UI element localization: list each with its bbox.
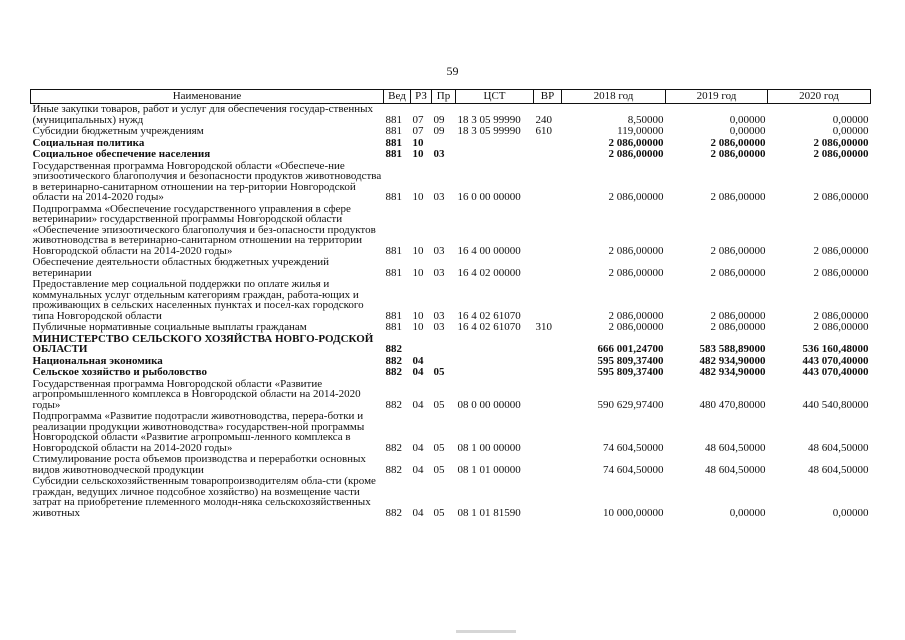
row-amount-2018: 2 086,00000 xyxy=(608,266,664,279)
row-name: Национальная экономика xyxy=(32,354,163,367)
row-amount-2020: 0,00000 xyxy=(832,113,869,126)
row-pr xyxy=(432,334,456,356)
row-amount-2018: 2 086,00000 xyxy=(608,309,664,322)
row-rz: 04 xyxy=(412,398,424,411)
row-ved: 881 xyxy=(385,191,402,203)
row-ved: 882 xyxy=(385,441,402,454)
column-header: 2020 год xyxy=(768,90,871,104)
row-pr: 03 xyxy=(433,266,445,279)
row-amount-2019: 2 086,00000 xyxy=(710,266,766,279)
table-row xyxy=(31,367,871,379)
row-amount-2019: 583 588,89000 xyxy=(699,343,766,355)
row-cst xyxy=(456,356,534,368)
row-ved: 881 xyxy=(385,125,402,137)
table-row xyxy=(31,334,871,356)
row-pr: 05 xyxy=(433,441,445,454)
row-cst: 08 1 01 81590 xyxy=(457,506,521,519)
row-vr xyxy=(534,334,562,356)
row-ved: 881 xyxy=(385,266,402,279)
row-amount-2018: 2 086,00000 xyxy=(608,244,664,257)
row-amount-2018: 74 604,50000 xyxy=(603,463,664,476)
row-ved: 882 xyxy=(385,366,402,378)
table-row xyxy=(31,322,871,334)
row-amount-2020: 2 086,00000 xyxy=(813,244,869,257)
column-header: Пр xyxy=(432,90,456,104)
row-amount-2018: 590 629,97400 xyxy=(597,398,664,411)
row-name: Иные закупки товаров, работ и услуг для обеспечения государ-ственных (муниципальных) нужд xyxy=(32,103,374,126)
table-row xyxy=(31,279,871,322)
row-amount-2019: 48 604,50000 xyxy=(705,441,766,454)
scan-artifact xyxy=(456,630,516,633)
row-rz: 04 xyxy=(412,354,424,367)
column-header: ВР xyxy=(534,90,562,104)
row-pr: 03 xyxy=(433,244,445,257)
row-name: Государственная программа Новгородской области «Обеспече-ние эпизоотического благополучия и безопасности продуктов животноводства в ветеринарно-санитарном отношении на тер-ритории Новгородской области на 2014-2020 годы» xyxy=(32,159,382,203)
row-vr xyxy=(534,257,562,279)
row-vr xyxy=(534,411,562,454)
row-amount-2018: 2 086,00000 xyxy=(608,321,664,333)
row-pr: 09 xyxy=(433,125,445,137)
row-amount-2019: 2 086,00000 xyxy=(710,191,766,203)
row-amount-2019: 482 934,90000 xyxy=(699,354,766,367)
row-name: Субсидии сельскохозяйственным товаропроизводителям обла-сти (кроме граждан, ведущих личное подсобное хозяйство) на возмещение части затрат на приобретение племенного молодн-няка сельскохозяйственных животных xyxy=(32,475,376,519)
row-amount-2020: 536 160,48000 xyxy=(802,343,869,355)
row-cst xyxy=(456,367,534,379)
row-amount-2018: 666 001,24700 xyxy=(597,343,664,355)
row-vr xyxy=(534,476,562,519)
row-amount-2018: 2 086,00000 xyxy=(608,148,664,160)
row-name: Подпрограмма «Развитие подотрасли животноводства, перера-ботки и реализации продукции животноводства» государствен-ной программы Новгородской области «Развитие агропромыш-ленного комплекса в Новгородской области на 2014-2020 годы» xyxy=(32,410,365,454)
row-amount-2020: 2 086,00000 xyxy=(813,148,869,160)
table-row xyxy=(31,104,871,127)
row-amount-2020: 443 070,40000 xyxy=(802,354,869,367)
row-vr xyxy=(534,367,562,379)
row-cst: 16 4 02 61070 xyxy=(457,309,521,322)
row-rz: 04 xyxy=(412,366,424,378)
row-rz: 10 xyxy=(412,148,424,160)
row-rz: 04 xyxy=(412,463,424,476)
row-vr xyxy=(534,161,562,204)
table-row xyxy=(31,379,871,412)
row-amount-2020: 2 086,00000 xyxy=(813,136,869,149)
row-amount-2018: 2 086,00000 xyxy=(608,191,664,203)
row-ved: 882 xyxy=(385,398,402,411)
table-body xyxy=(31,104,871,520)
row-cst: 18 3 05 99990 xyxy=(457,125,521,137)
row-vr: 240 xyxy=(535,113,552,126)
row-cst xyxy=(456,334,534,356)
row-amount-2019: 2 086,00000 xyxy=(710,244,766,257)
row-amount-2019: 48 604,50000 xyxy=(705,463,766,476)
budget-table xyxy=(30,89,871,519)
table-row xyxy=(31,476,871,519)
row-vr xyxy=(534,204,562,258)
row-ved: 882 xyxy=(385,463,402,476)
table-header-row xyxy=(31,90,871,104)
row-rz: 07 xyxy=(412,125,424,137)
row-cst: 16 4 02 00000 xyxy=(457,266,521,279)
row-vr xyxy=(534,379,562,412)
row-amount-2020: 0,00000 xyxy=(832,125,869,137)
row-amount-2019: 0,00000 xyxy=(729,113,766,126)
row-vr xyxy=(534,138,562,150)
row-amount-2018: 8,50000 xyxy=(627,113,664,126)
table-row xyxy=(31,411,871,454)
row-cst: 16 4 02 61070 xyxy=(457,321,521,333)
table-row xyxy=(31,454,871,476)
page-number: 59 xyxy=(446,64,459,78)
table-row xyxy=(31,126,871,138)
row-amount-2020: 440 540,80000 xyxy=(802,398,869,411)
column-header: Наименование xyxy=(31,90,384,104)
row-amount-2018: 2 086,00000 xyxy=(608,136,664,149)
column-header: РЗ xyxy=(411,90,432,104)
row-name: Подпрограмма «Обеспечение государственного управления в сфере ветеринарии» государственной программы Новгородской области «Обеспечение эпизоотического благополучия и без-опасности продуктов животноводства в ветеринарно-санитарном отношении на территории Новгородской области на 2014-2020 годы» xyxy=(32,202,376,257)
row-name: Социальная политика xyxy=(32,136,145,149)
row-pr: 05 xyxy=(433,506,445,519)
row-amount-2019: 482 934,90000 xyxy=(699,366,766,378)
row-vr xyxy=(534,454,562,476)
row-cst xyxy=(456,149,534,161)
row-rz: 10 xyxy=(412,309,424,322)
row-rz: 10 xyxy=(412,136,424,149)
row-ved: 881 xyxy=(385,136,402,149)
row-name: Стимулирование роста объемов производства и переработки основных видов животноводческой продукции xyxy=(32,453,366,476)
row-pr: 09 xyxy=(433,113,445,126)
row-cst: 08 0 00 00000 xyxy=(457,398,521,411)
row-amount-2020: 2 086,00000 xyxy=(813,266,869,279)
row-amount-2019: 2 086,00000 xyxy=(710,321,766,333)
row-cst: 08 1 01 00000 xyxy=(457,463,521,476)
row-rz: 04 xyxy=(412,441,424,454)
row-amount-2020: 2 086,00000 xyxy=(813,191,869,203)
row-ved: 882 xyxy=(385,506,402,519)
row-amount-2020: 0,00000 xyxy=(832,506,869,519)
row-vr: 310 xyxy=(535,321,552,333)
column-header: Вед xyxy=(384,90,411,104)
row-ved: 881 xyxy=(385,148,402,160)
row-pr: 03 xyxy=(433,191,445,203)
row-amount-2019: 2 086,00000 xyxy=(710,309,766,322)
row-rz: 10 xyxy=(412,321,424,333)
row-rz xyxy=(411,334,432,356)
row-cst: 16 4 00 00000 xyxy=(457,244,521,257)
row-amount-2019: 0,00000 xyxy=(729,506,766,519)
column-header: 2018 год xyxy=(562,90,666,104)
row-amount-2019: 2 086,00000 xyxy=(710,148,766,160)
row-vr xyxy=(534,149,562,161)
row-vr xyxy=(534,279,562,322)
row-amount-2018: 74 604,50000 xyxy=(603,441,664,454)
row-amount-2018: 595 809,37400 xyxy=(597,354,664,367)
table-row xyxy=(31,149,871,161)
row-amount-2019: 0,00000 xyxy=(729,125,766,137)
table-row xyxy=(31,161,871,204)
row-cst: 18 3 05 99990 xyxy=(457,113,521,126)
row-name: Обеспечение деятельности областных бюджетных учреждений ветеринарии xyxy=(32,256,330,279)
row-ved: 882 xyxy=(385,354,402,367)
row-ved: 881 xyxy=(385,309,402,322)
row-amount-2018: 10 000,00000 xyxy=(603,506,664,519)
column-header: 2019 год xyxy=(666,90,768,104)
row-name: Публичные нормативные социальные выплаты гражданам xyxy=(32,321,307,333)
row-ved: 881 xyxy=(385,113,402,126)
row-pr: 03 xyxy=(433,309,445,322)
row-ved: 881 xyxy=(385,321,402,333)
row-amount-2018: 595 809,37400 xyxy=(597,366,664,378)
row-amount-2020: 48 604,50000 xyxy=(808,463,869,476)
row-cst xyxy=(456,138,534,150)
row-pr: 03 xyxy=(433,321,445,333)
row-amount-2020: 48 604,50000 xyxy=(808,441,869,454)
row-rz: 10 xyxy=(412,266,424,279)
row-ved: 882 xyxy=(385,343,402,355)
row-name: МИНИСТЕРСТВО СЕЛЬСКОГО ХОЗЯЙСТВА НОВГО-РОДСКОЙ ОБЛАСТИ xyxy=(32,332,374,355)
row-amount-2019: 480 470,80000 xyxy=(699,398,766,411)
row-ved: 881 xyxy=(385,244,402,257)
row-amount-2020: 2 086,00000 xyxy=(813,309,869,322)
row-rz: 10 xyxy=(412,244,424,257)
row-name: Сельское хозяйство и рыболовство xyxy=(32,366,207,378)
row-name: Государственная программа Новгородской области «Развитие агропромышленного комплекса в Новгородской области на 2014-2020 годы» xyxy=(32,377,361,411)
row-pr: 03 xyxy=(433,148,445,160)
row-amount-2020: 443 070,40000 xyxy=(802,366,869,378)
table-row xyxy=(31,204,871,258)
row-name: Субсидии бюджетным учреждениям xyxy=(32,125,204,137)
row-name: Предоставление мер социальной поддержки по оплате жилья и коммунальных услуг отдельным категориям граждан, работа-ющих и проживающих в сельских населенных пунктах и посел-ках городского типа Новгородской области xyxy=(32,278,364,322)
row-amount-2020: 2 086,00000 xyxy=(813,321,869,333)
row-amount-2018: 119,00000 xyxy=(617,125,664,137)
row-rz: 10 xyxy=(412,191,424,203)
column-header: ЦСТ xyxy=(456,90,534,104)
row-vr xyxy=(534,356,562,368)
row-vr: 610 xyxy=(535,125,552,137)
row-rz: 04 xyxy=(412,506,424,519)
row-pr: 05 xyxy=(433,366,445,378)
row-rz: 07 xyxy=(412,113,424,126)
row-amount-2019: 2 086,00000 xyxy=(710,136,766,149)
row-cst: 08 1 00 00000 xyxy=(457,441,521,454)
row-pr: 05 xyxy=(433,398,445,411)
row-cst: 16 0 00 00000 xyxy=(457,191,521,203)
row-pr: 05 xyxy=(433,463,445,476)
row-name: Социальное обеспечение населения xyxy=(32,148,211,160)
table-row xyxy=(31,257,871,279)
